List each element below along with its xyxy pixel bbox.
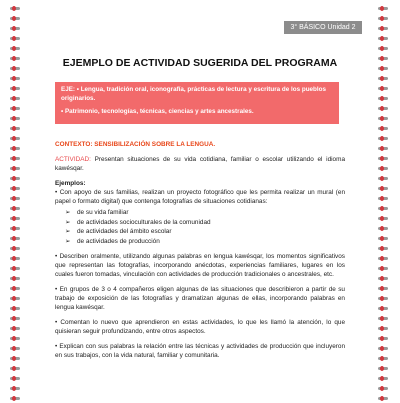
binding-ring-icon <box>377 244 389 253</box>
binding-ring-icon <box>9 364 21 373</box>
binding-ring-icon <box>377 4 389 13</box>
binding-ring-icon <box>9 374 21 383</box>
eje-line-1: EJE: • Lengua, tradición oral, iconografía, prácticas de lectura y escritura de los pueblos originarios. <box>61 86 327 102</box>
binding-ring-icon <box>9 74 21 83</box>
binding-ring-icon <box>377 154 389 163</box>
page-title: EJEMPLO DE ACTIVIDAD SUGERIDA DEL PROGRAMA <box>62 57 338 69</box>
binding-ring-icon <box>377 164 389 173</box>
binding-ring-icon <box>9 334 21 343</box>
binding-ring-icon <box>377 194 389 203</box>
binding-ring-icon <box>377 334 389 343</box>
ejemplos-label: Ejemplos: <box>55 180 86 187</box>
checklist-item: ➢ de actividades del ámbito escolar <box>65 228 172 235</box>
binding-ring-icon <box>377 204 389 213</box>
activity-content <box>55 140 345 366</box>
binding-ring-icon <box>9 294 21 303</box>
contexto-heading: CONTEXTO: SENSIBILIZACIÓN SOBRE LA LENGUA. <box>55 141 216 148</box>
binding-ring-icon <box>377 304 389 313</box>
binding-ring-icon <box>9 384 21 393</box>
checklist-item: ➢ de actividades socioculturales de la comunidad <box>65 218 211 226</box>
ejemplo-3: • En grupos de 3 o 4 compañeros eligen algunas de las situaciones que describieron a partir de su trabajo de exposición de las fotografías y dramatizan algunas de ellas, incorporando palabras en lengua kawésqar. <box>55 286 345 311</box>
binding-ring-icon <box>377 134 389 143</box>
binding-ring-icon <box>9 114 21 123</box>
binding-ring-icon <box>9 394 21 403</box>
arrow-bullet-icon: ➢ <box>65 228 71 235</box>
binding-ring-icon <box>9 244 21 253</box>
eje-line-2: • Patrimonio, tecnologías, técnicas, ciencias y artes ancestrales. <box>61 108 254 115</box>
binding-ring-icon <box>9 284 21 293</box>
arrow-bullet-icon: ➢ <box>65 237 71 245</box>
binding-ring-icon <box>9 314 21 323</box>
binding-ring-icon <box>9 94 21 103</box>
binding-ring-icon <box>377 24 389 33</box>
binding-ring-icon <box>377 104 389 113</box>
binding-ring-icon <box>9 134 21 143</box>
binding-ring-icon <box>9 324 21 333</box>
binding-ring-icon <box>9 184 21 193</box>
binding-ring-icon <box>9 304 21 313</box>
binding-ring-icon <box>9 104 21 113</box>
binding-ring-icon <box>9 264 21 273</box>
binding-ring-icon <box>377 224 389 233</box>
binding-ring-icon <box>377 94 389 103</box>
arrow-bullet-icon: ➢ <box>65 209 71 216</box>
binding-ring-icon <box>377 184 389 193</box>
binding-ring-icon <box>377 254 389 263</box>
binding-ring-icon <box>377 324 389 333</box>
binding-ring-icon <box>377 264 389 273</box>
binding-ring-icon <box>9 214 21 223</box>
binding-ring-icon <box>9 144 21 153</box>
binding-ring-icon <box>377 314 389 323</box>
binding-ring-icon <box>377 354 389 363</box>
binding-ring-icon <box>9 224 21 233</box>
binding-ring-icon <box>9 354 21 363</box>
binding-ring-icon <box>377 374 389 383</box>
binding-ring-icon <box>9 24 21 33</box>
binding-ring-icon <box>377 74 389 83</box>
binding-ring-icon <box>377 284 389 293</box>
binding-ring-icon <box>377 114 389 123</box>
binding-ring-icon <box>377 344 389 353</box>
actividad-text: Presentan situaciones de su vida cotidiana, familiar o escolar utilizando el idioma kawésqar. <box>55 156 345 172</box>
binding-ring-icon <box>9 204 21 213</box>
binding-ring-icon <box>9 4 21 13</box>
ejemplo-4: • Comentan lo nuevo que aprendieron en estas actividades, lo que les llamó la atención, lo que quisieran seguir profundizando, entre otros aspectos. <box>55 319 345 335</box>
binding-ring-icon <box>9 254 21 263</box>
binding-ring-icon <box>9 174 21 183</box>
eje-box <box>55 82 339 124</box>
situation-checklist <box>55 208 345 246</box>
binding-ring-icon <box>377 214 389 223</box>
grade-unit-badge: 3° BÁSICO Unidad 2 <box>284 21 362 34</box>
binding-ring-icon <box>377 274 389 283</box>
ejemplo-5: • Explican con sus palabras la relación entre las técnicas y actividades de producción que incluyeron en sus trabajos, con la vida natural, familiar y comunitaria. <box>55 343 345 359</box>
checklist-item: ➢ de actividades de producción <box>65 237 160 245</box>
checklist-item: ➢ de su vida familiar <box>65 209 129 216</box>
binding-ring-icon <box>377 124 389 133</box>
binding-ring-icon <box>377 34 389 43</box>
binding-ring-icon <box>377 394 389 403</box>
binding-ring-icon <box>377 384 389 393</box>
binding-ring-icon <box>9 44 21 53</box>
binding-ring-icon <box>9 274 21 283</box>
binding-ring-icon <box>377 364 389 373</box>
binding-ring-icon <box>9 34 21 43</box>
binding-ring-icon <box>9 164 21 173</box>
binding-ring-icon <box>9 84 21 93</box>
actividad-label: ACTIVIDAD: <box>55 156 91 163</box>
binding-ring-icon <box>9 124 21 133</box>
binding-ring-icon <box>377 84 389 93</box>
binding-ring-icon <box>9 154 21 163</box>
binding-ring-icon <box>377 234 389 243</box>
binding-ring-icon <box>377 144 389 153</box>
arrow-bullet-icon: ➢ <box>65 218 71 226</box>
ejemplo-1: • Con apoyo de sus familias, realizan un proyecto fotográfico que les permita realizar un mural (en papel o formato digital) que contenga fotografías de situaciones cotidianas: <box>55 189 345 205</box>
binding-ring-icon <box>9 194 21 203</box>
binding-ring-icon <box>377 294 389 303</box>
binding-ring-icon <box>9 14 21 23</box>
binding-ring-icon <box>377 174 389 183</box>
actividad-paragraph <box>55 155 345 173</box>
binding-ring-icon <box>9 344 21 353</box>
ejemplo-2: • Describen oralmente, utilizando algunas palabras en lengua kawésqar, los momentos significativos que representan las fotografías, incorporando anécdotas, experiencias familiares, lugares en los cuales fueron tomadas, vinculación con actividades de producción tradicionales o ancestrales, etc. <box>55 253 345 278</box>
binding-ring-icon <box>377 14 389 23</box>
binding-ring-icon <box>377 44 389 53</box>
binding-ring-icon <box>9 234 21 243</box>
